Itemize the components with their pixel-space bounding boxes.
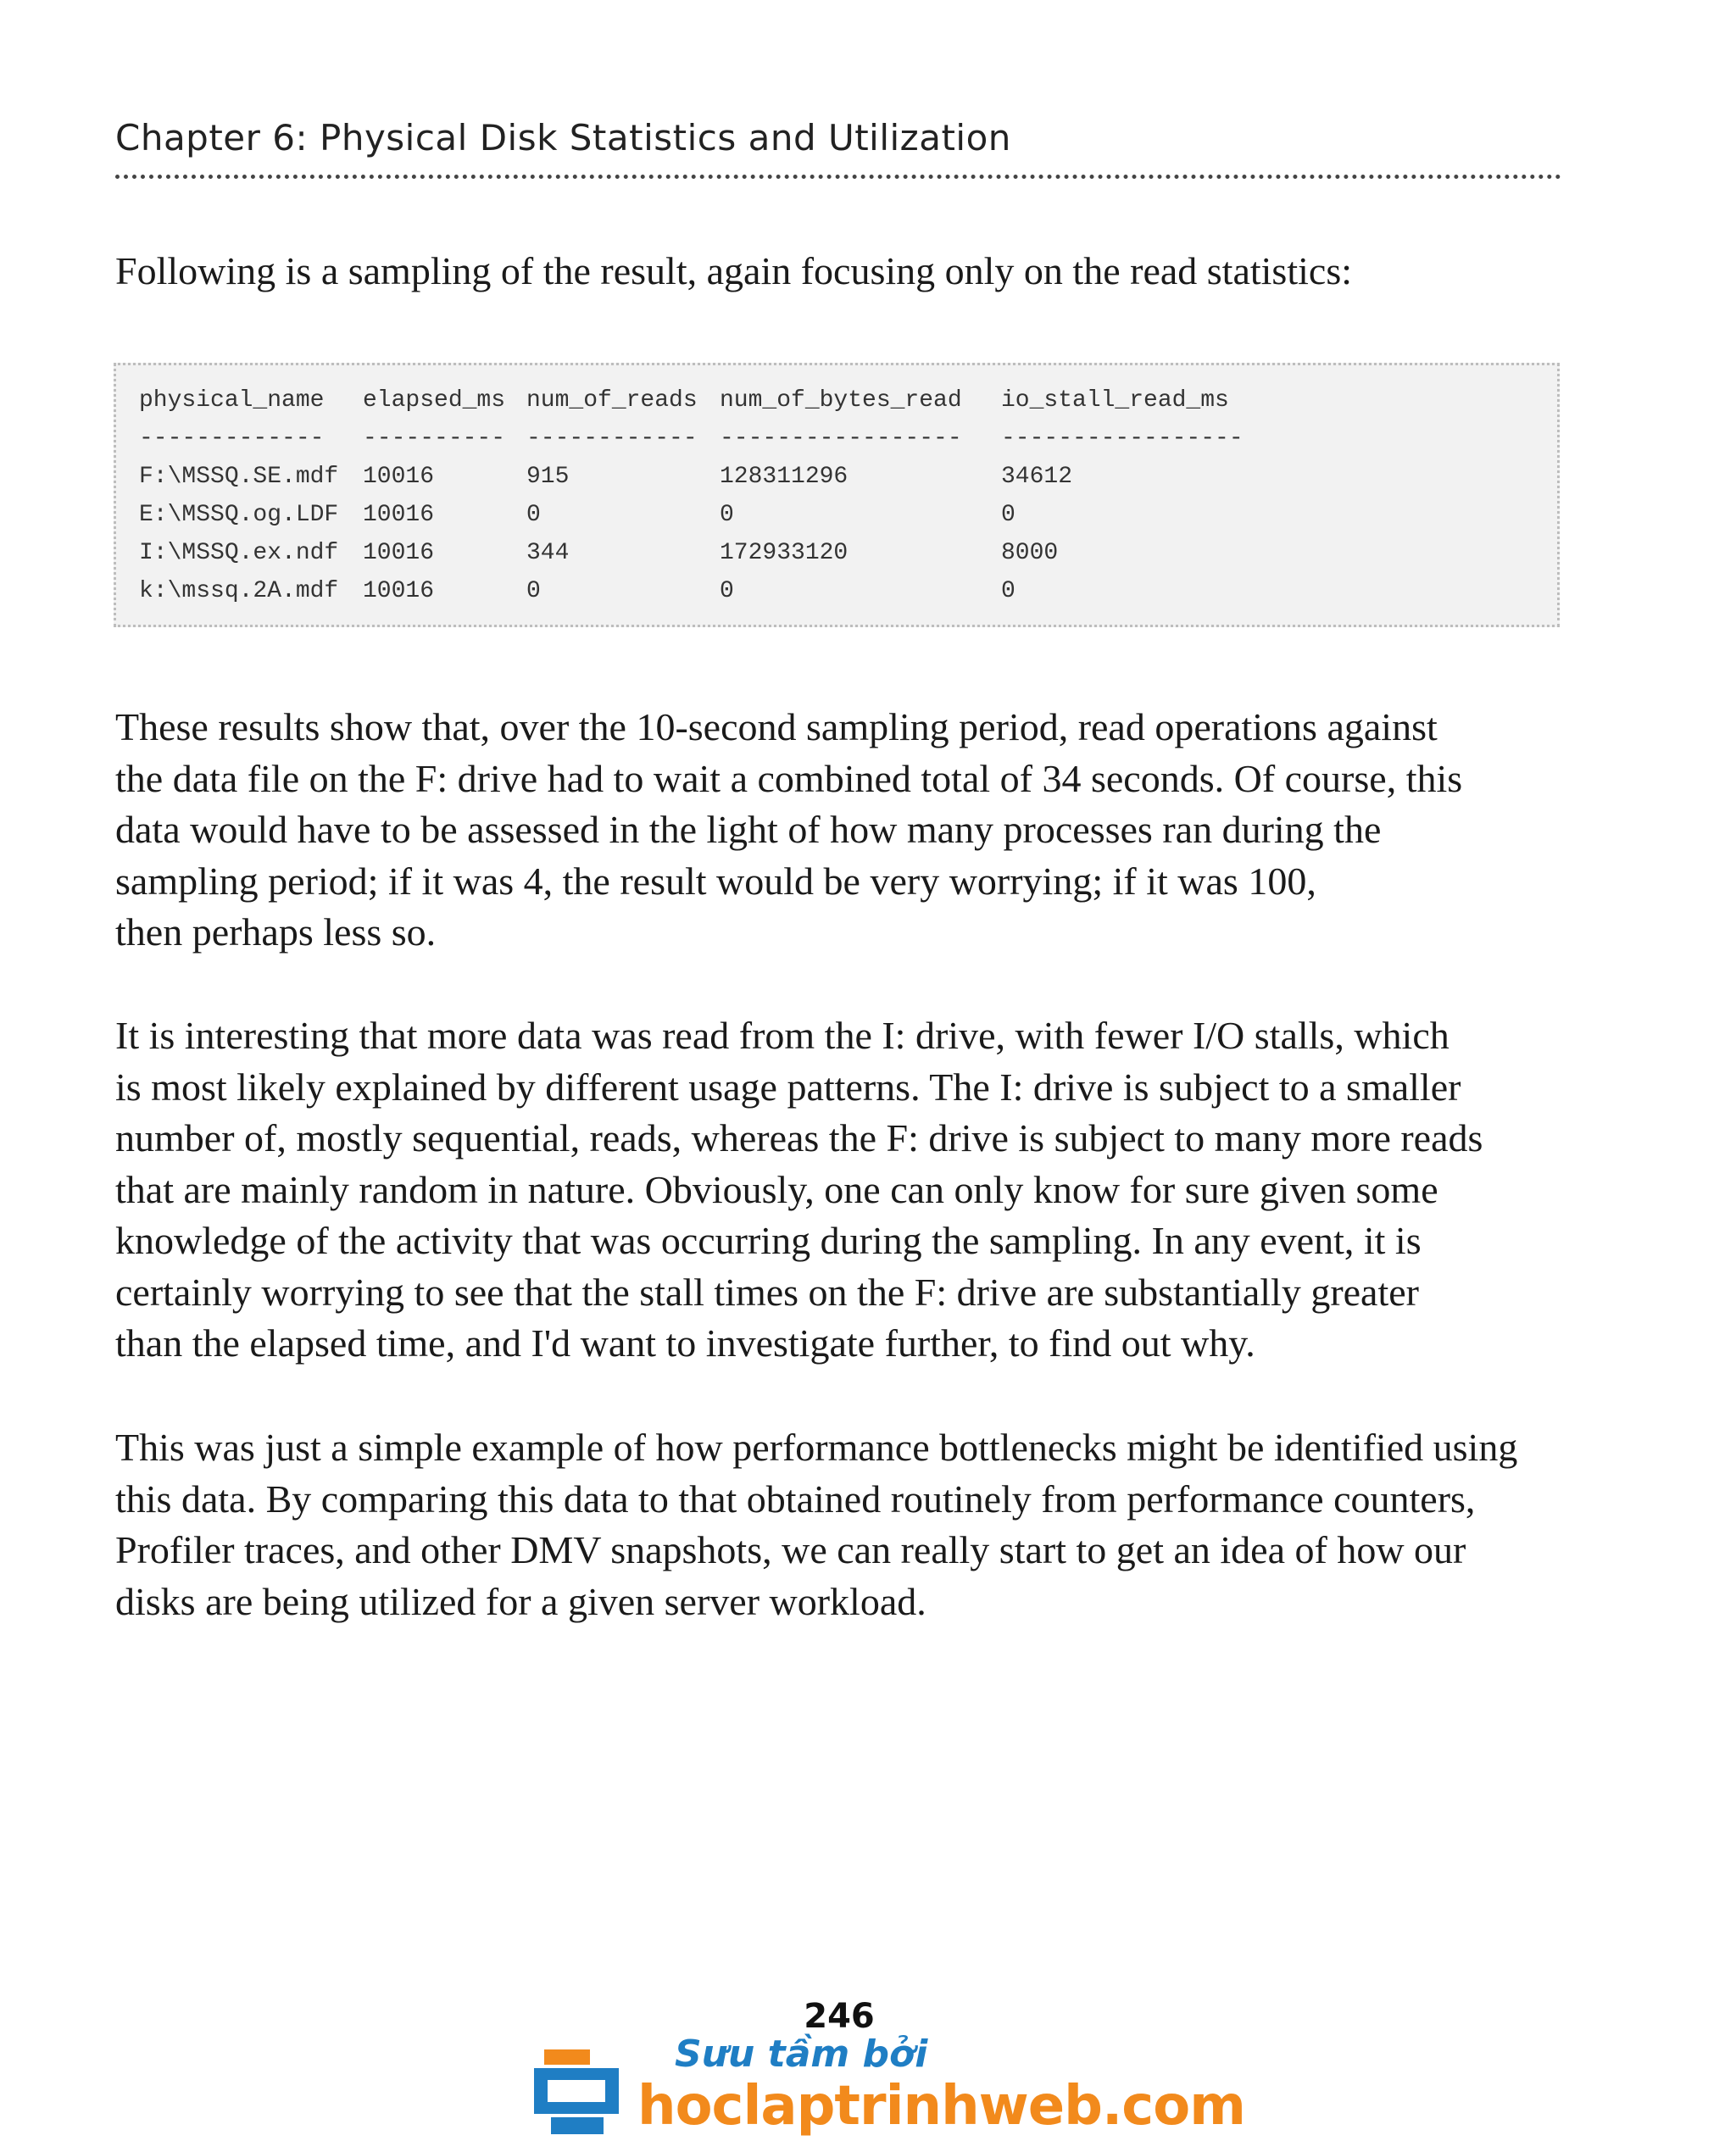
page-number: 246	[804, 1997, 875, 2036]
code-cell-physical-name: F:\MSSQ.SE.mdf	[139, 464, 339, 490]
body-paragraph-results	[115, 702, 1573, 959]
body-paragraph-conclusion	[115, 1422, 1573, 1627]
watermark-site-name: hoclaptrinhweb.com	[637, 2075, 1245, 2138]
code-data-row	[139, 496, 1015, 534]
code-cell-num-of-reads: 0	[526, 578, 541, 604]
code-data-row	[139, 458, 1073, 496]
code-cell-elapsed-ms: 10016	[363, 502, 435, 528]
code-sample	[114, 363, 1560, 627]
code-header-cell: num_of_reads	[526, 387, 698, 414]
code-cell-elapsed-ms: 10016	[363, 464, 435, 490]
text-line: is most likely explained by different usage patterns. The I: drive is subject to a smaller	[115, 1065, 1461, 1109]
code-cell-io-stall-read-ms: 0	[1001, 578, 1015, 604]
code-cell-num-of-reads: 915	[526, 464, 570, 490]
code-cell-num-of-bytes-read: 0	[720, 502, 734, 528]
text-line: that are mainly random in nature. Obviously, one can only know for sure given some	[115, 1167, 1438, 1211]
code-separator-cell: -----------------	[720, 425, 962, 452]
code-header-cell: io_stall_read_ms	[1001, 387, 1229, 414]
text-line: knowledge of the activity that was occurring during the sampling. In any event, it is	[115, 1219, 1422, 1262]
body-paragraph-usage-patterns	[115, 1010, 1573, 1370]
code-cell-io-stall-read-ms: 34612	[1001, 464, 1073, 490]
text-line: then perhaps less so.	[115, 910, 437, 954]
text-line: sampling period; if it was 4, the result would be very worrying; if it was 100,	[115, 859, 1316, 903]
text-line: This was just a simple example of how performance bottlenecks might be identified using	[115, 1426, 1518, 1469]
watermark-tagline: Sưu tầm bởi	[675, 2033, 928, 2076]
code-header-row	[139, 381, 1229, 420]
text-line: disks are being utilized for a given server workload.	[115, 1579, 926, 1623]
chapter-title: Chapter 6: Physical Disk Statistics and Utilization	[115, 117, 1011, 158]
code-cell-num-of-reads: 0	[526, 502, 541, 528]
code-separator-row	[139, 420, 1244, 458]
code-cell-io-stall-read-ms: 8000	[1001, 540, 1059, 566]
code-cell-physical-name: E:\MSSQ.og.LDF	[139, 502, 339, 528]
text-line: number of, mostly sequential, reads, whereas the F: drive is subject to many more reads	[115, 1116, 1483, 1159]
text-line: Profiler traces, and other DMV snapshots, we can really start to get an idea of how our	[115, 1528, 1466, 1571]
code-cell-io-stall-read-ms: 0	[1001, 502, 1015, 528]
header-divider	[115, 175, 1561, 179]
code-cell-physical-name: I:\MSSQ.ex.ndf	[139, 540, 339, 566]
text-line: It is interesting that more data was read from the I: drive, with fewer I/O stalls, which	[115, 1014, 1449, 1057]
code-cell-num-of-bytes-read: 128311296	[720, 464, 849, 490]
code-cell-num-of-bytes-read: 0	[720, 578, 734, 604]
text-line: the data file on the F: drive had to wait a combined total of 34 seconds. Of course, this	[115, 756, 1463, 800]
code-data-row	[139, 572, 1015, 610]
code-header-cell: elapsed_ms	[363, 387, 506, 414]
text-line: than the elapsed time, and I'd want to investigate further, to find out why.	[115, 1321, 1255, 1365]
computer-logo-icon	[532, 2048, 626, 2138]
text-line: data would have to be assessed in the light of how many processes ran during the	[115, 808, 1382, 851]
text-line: These results show that, over the 10-second sampling period, read operations against	[115, 705, 1438, 748]
code-separator-cell: -------------	[139, 425, 325, 452]
code-data-row	[139, 534, 1059, 572]
code-cell-num-of-reads: 344	[526, 540, 570, 566]
text-line: certainly worrying to see that the stall times on the F: drive are substantially greater	[115, 1270, 1419, 1314]
code-cell-elapsed-ms: 10016	[363, 540, 435, 566]
watermark	[526, 2033, 1245, 2141]
code-header-cell: num_of_bytes_read	[720, 387, 962, 414]
code-separator-cell: -----------------	[1001, 425, 1244, 452]
code-header-cell: physical_name	[139, 387, 325, 414]
code-separator-cell: ------------	[526, 425, 698, 452]
text-line: this data. By comparing this data to that obtained routinely from performance counters,	[115, 1476, 1476, 1521]
code-cell-num-of-bytes-read: 172933120	[720, 540, 849, 566]
code-cell-physical-name: k:\mssq.2A.mdf	[139, 578, 339, 604]
intro-paragraph: Following is a sampling of the result, again focusing only on the read statistics:	[115, 249, 1352, 292]
code-cell-elapsed-ms: 10016	[363, 578, 435, 604]
code-separator-cell: ----------	[363, 425, 506, 452]
